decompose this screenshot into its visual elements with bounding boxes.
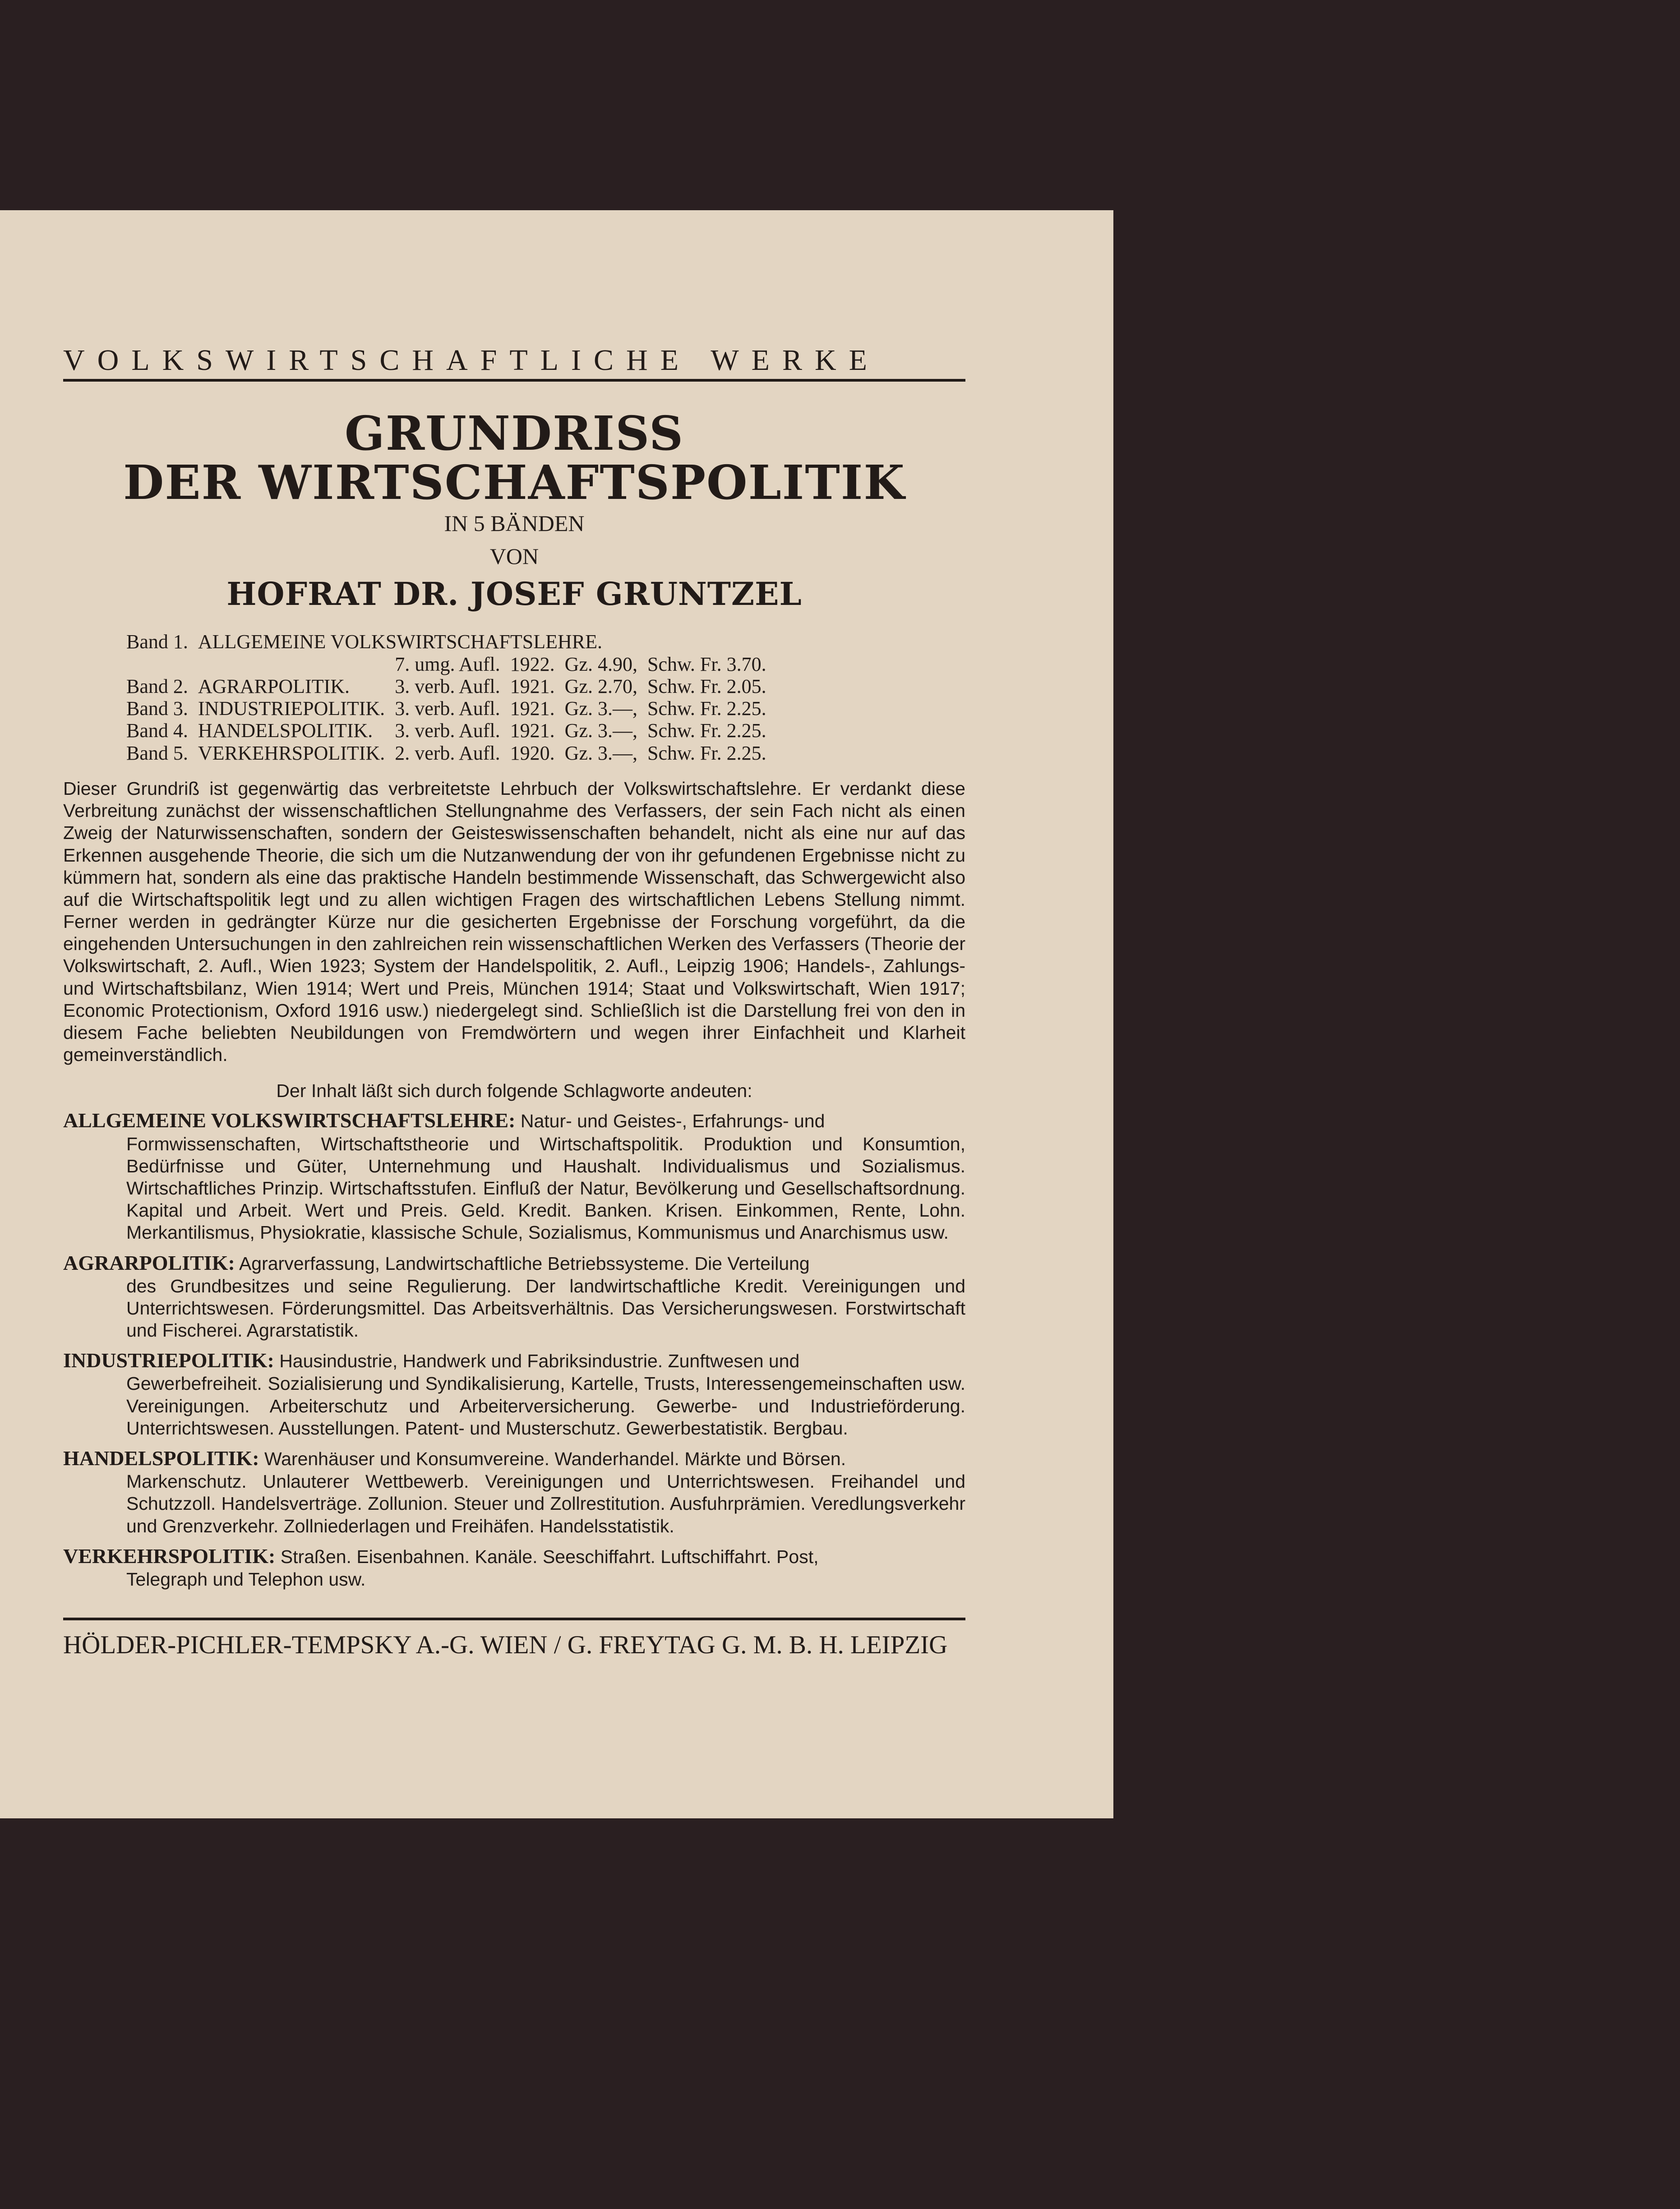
footer-rule: [63, 1618, 965, 1620]
keyword-heading: INDUSTRIEPOLITIK:: [63, 1349, 274, 1372]
publisher-line: HÖLDER-PICHLER-TEMPSKY A.-G. WIEN / G. FREYTAG G. M. B. H. LEIPZIG: [63, 1631, 948, 1660]
keyword-section: [63, 1348, 965, 1439]
volume-year: 1921.: [510, 719, 555, 742]
keyword-section: [63, 1446, 965, 1537]
volume-row: [126, 742, 776, 764]
volume-year: 1922.: [510, 653, 555, 675]
volume-row: [126, 719, 776, 742]
keyword-text: Gewerbefreiheit. Sozialisierung und Syndikalisierung, Kartelle, Trusts, Interessengemeinschaften usw. Vereinigungen. Arbeiterschutz und Arbeiterversicherung. Gewerbe- und Industrieförderung. Unterrichtswesen. Ausstellungen. Patent- und Musterschutz. Gewerbestatistik. Bergbau.: [126, 1373, 965, 1439]
keyword-first-line: Natur- und Geistes-, Erfahrungs- und: [520, 1111, 825, 1132]
subtitle-by: VON: [489, 543, 539, 569]
volume-row: [126, 675, 776, 697]
title-line-1: GRUNDRISS: [344, 406, 684, 461]
title-line-2: DER WIRTSCHAFTSPOLITIK: [123, 455, 905, 511]
volume-price-gz: Gz. 3.—,: [564, 697, 637, 720]
keywords-intro: Der Inhalt läßt sich durch folgende Schlagworte andeuten:: [276, 1080, 752, 1102]
series-heading: VOLKSWIRTSCHAFTLICHE WERKE: [63, 344, 880, 377]
keyword-first-line: Straßen. Eisenbahnen. Kanäle. Seeschiffahrt. Luftschiffahrt. Post,: [280, 1546, 819, 1567]
keyword-first-line: Agrarverfassung, Landwirtschaftliche Betriebssysteme. Die Verteilung: [239, 1253, 810, 1274]
volume-row: [126, 697, 776, 719]
subtitle-volumes: IN 5 BÄNDEN: [444, 511, 585, 536]
volume-row: [126, 631, 776, 653]
header-rule: [63, 379, 965, 382]
volume-price-chf: Schw. Fr. 2.25.: [647, 719, 766, 742]
volume-band: Band 2.: [126, 675, 188, 697]
volume-title: INDUSTRIEPOLITIK.: [198, 697, 385, 720]
keyword-section: [63, 1544, 965, 1591]
volume-price-chf: Schw. Fr. 2.05.: [647, 675, 766, 697]
volume-price-gz: Gz. 3.—,: [564, 719, 637, 742]
keyword-heading: VERKEHRSPOLITIK:: [63, 1544, 276, 1568]
volume-price-chf: Schw. Fr. 2.25.: [647, 697, 766, 720]
keyword-heading: ALLGEMEINE VOLKSWIRTSCHAFTSLEHRE:: [63, 1109, 516, 1132]
keyword-text: Formwissenschaften, Wirtschaftstheorie und Wirtschaftspolitik. Produktion und Konsumtion, Bedürfnisse und Güter, Unternehmung und Haushalt. Individualismus und Sozialismus. Wirtschaftliches Prinzip. Wirtschaftsstufen. Einfluß der Natur, Bevölkerung und Gesellschaftsordnung. Kapital und Arbeit. Wert und Preis. Geld. Kredit. Banken. Krisen. Einkommen, Rente, Lohn. Merkantilismus, Physiokratie, klassische Schule, Sozialismus, Kommunismus und Anarchismus usw.: [126, 1133, 965, 1243]
keyword-first-line: Warenhäuser und Konsumvereine. Wanderhandel. Märkte und Börsen.: [264, 1448, 846, 1470]
description-paragraph: Dieser Grundriß ist gegenwärtig das verbreitetste Lehrbuch der Volkswirtschaftslehre. Er verdankt diese Verbreitung zunächst der wissenschaftlichen Stellungnahme des Verfassers, der sein Fach nicht als einen Zweig der Naturwissenschaften, sondern der Geisteswissenschaften behandelt, nicht als eine nur auf das Erkennen ausgehende Theorie, die sich um die Nutzanwendung der von ihr gefundenen Ergebnisse nicht zu kümmern hat, sondern als eine das praktische Handeln bestimmende Wissenschaft, das Schwergewicht also auf die Wirtschaftspolitik legt und zu allen wichtigen Fragen des wirtschaftlichen Lebens Stellung nimmt. Ferner werden in gedrängter Kürze nur die gesicherten Ergebnisse der Forschung vorgeführt, da die eingehenden Untersuchungen in den zahlreichen rein wissenschaftlichen Werken des Verfassers (Theorie der Volkswirtschaft, 2. Aufl., Wien 1923; System der Handelspolitik, 2. Aufl., Leipzig 1906; Handels-, Zahlungs- und Wirtschaftsbilanz, Wien 1914; Wert und Preis, München 1914; Staat und Volkswirtschaft, Wien 1917; Economic Protectionism, Oxford 1916 usw.) niedergelegt sind. Schließlich ist die Darstellung frei von den in diesem Fache beliebten Neubildungen von Fremdwörtern und wegen ihrer Einfachheit und Klarheit gemeinverständlich.: [63, 778, 965, 1065]
volume-band: Band 1.: [126, 631, 188, 653]
volume-edition: 2. verb. Aufl.: [395, 742, 500, 764]
volume-title: VERKEHRSPOLITIK.: [198, 742, 385, 764]
volume-band: Band 4.: [126, 719, 188, 742]
page-content: [63, 346, 965, 1660]
volume-edition: 3. verb. Aufl.: [395, 719, 500, 742]
volume-edition: 3. verb. Aufl.: [395, 697, 500, 720]
volume-price-gz: Gz. 4.90,: [564, 653, 637, 675]
printed-page: [0, 210, 1113, 1818]
volume-band: Band 5.: [126, 742, 188, 764]
keyword-heading: HANDELSPOLITIK:: [63, 1447, 259, 1470]
keyword-text: Markenschutz. Unlauterer Wettbewerb. Vereinigungen und Unterrichtswesen. Freihandel und Schutzzoll. Handelsverträge. Zollunion. Steuer und Zollrestitution. Ausfuhrprämien. Veredlungsverkehr und Grenzverkehr. Zollniederlagen und Freihäfen. Handelsstatistik.: [126, 1471, 965, 1536]
volume-band: Band 3.: [126, 697, 188, 720]
volume-year: 1920.: [510, 742, 555, 764]
volume-title: AGRARPOLITIK.: [198, 675, 350, 697]
keyword-section: [63, 1250, 965, 1342]
volume-price-gz: Gz. 3.—,: [564, 742, 637, 764]
volume-year: 1921.: [510, 675, 555, 697]
author-name: HOFRAT DR. JOSEF GRUNTZEL: [226, 575, 802, 613]
volume-price-chf: Schw. Fr. 2.25.: [647, 742, 766, 764]
volume-title: ALLGEMEINE VOLKSWIRTSCHAFTSLEHRE.: [198, 631, 602, 653]
volume-row: [126, 653, 776, 675]
keyword-section: [63, 1108, 965, 1244]
volume-price-chf: Schw. Fr. 3.70.: [647, 653, 766, 675]
keyword-heading: AGRARPOLITIK:: [63, 1251, 235, 1274]
volume-list: [126, 631, 776, 764]
keyword-first-line: Hausindustrie, Handwerk und Fabriksindustrie. Zunftwesen und: [279, 1351, 800, 1372]
volume-year: 1921.: [510, 697, 555, 720]
keyword-text: Telegraph und Telephon usw.: [126, 1568, 366, 1590]
volume-edition: 3. verb. Aufl.: [395, 675, 500, 697]
volume-title: HANDELSPOLITIK.: [198, 719, 373, 742]
volume-edition: 7. umg. Aufl.: [395, 653, 500, 675]
keyword-text: des Grundbesitzes und seine Regulierung. Der landwirtschaftliche Kredit. Vereinigungen und Unterrichtswesen. Förderungsmittel. Das Arbeitsverhältnis. Das Versicherungswesen. Forstwirtschaft und Fischerei. Agrarstatistik.: [126, 1275, 965, 1341]
volume-price-gz: Gz. 2.70,: [564, 675, 637, 697]
